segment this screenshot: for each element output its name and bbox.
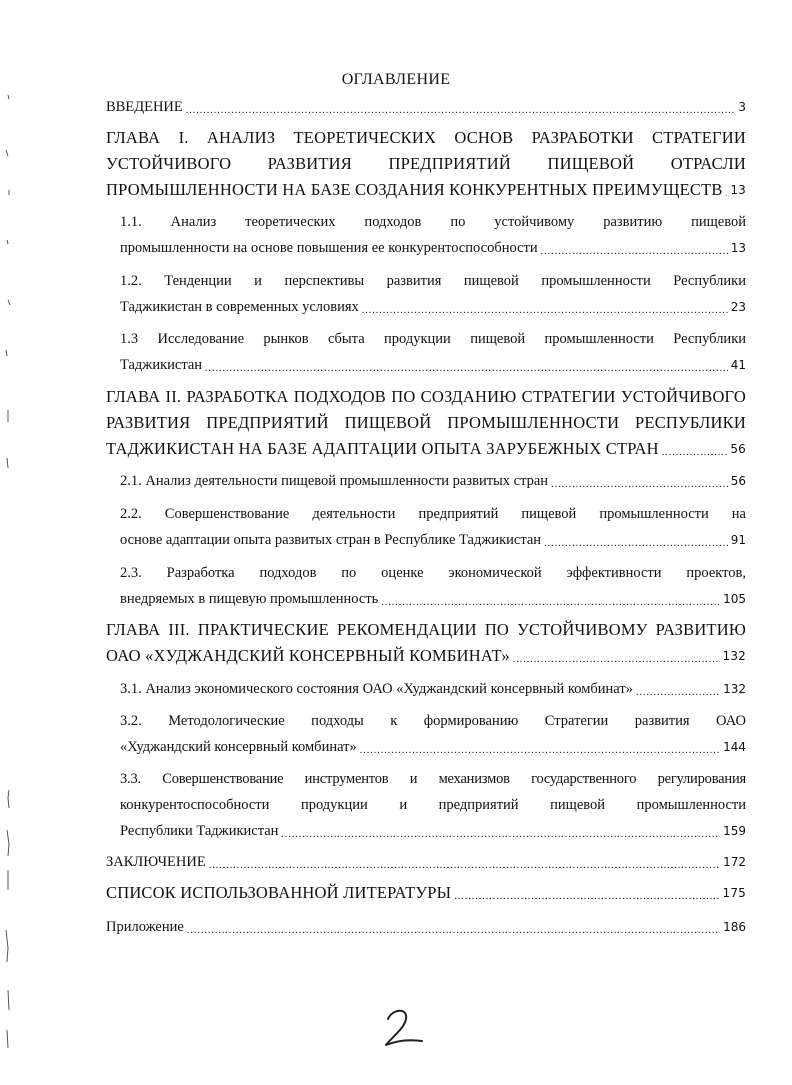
dot-leader	[454, 880, 719, 906]
toc-entry-section-1-1[interactable]	[120, 209, 746, 261]
toc-entry-chapter-1[interactable]	[106, 125, 746, 203]
entry-text-line-2: УСТОЙЧИВОГО РАЗВИТИЯ ПРЕДПРИЯТИЙ ПИЩЕВОЙ ОТРАСЛИ	[106, 154, 746, 173]
entry-text-line-2: Таджикистан	[120, 357, 203, 373]
dot-leader	[381, 586, 720, 612]
toc-title: ОГЛАВЛЕНИЕ	[341, 71, 451, 88]
handwritten-page-number	[378, 1005, 428, 1050]
page-number: 41	[730, 358, 746, 372]
page-number: 91	[730, 533, 746, 547]
entry-text-line-2: конкурентоспособности продукции и предприятий пищевой промышленности	[120, 797, 746, 813]
entry-text-line-1: 1.2. Тенденции и перспективы развития пищевой промышленности Республики	[120, 273, 746, 289]
toc-entry-references[interactable]	[106, 880, 746, 906]
entry-text-line-2: основе адаптации опыта развитых стран в Республике Таджикистан	[120, 532, 542, 548]
page-number: 13	[730, 241, 746, 255]
toc-entry-introduction[interactable]	[106, 94, 746, 120]
toc-entry-chapter-2[interactable]	[106, 384, 746, 462]
entry-text-line-2: ОАО «ХУДЖАНДСКИЙ КОНСЕРВНЫЙ КОМБИНАТ»	[106, 646, 510, 665]
dot-leader	[541, 235, 728, 261]
dot-leader	[726, 177, 728, 203]
dot-leader	[205, 352, 728, 378]
entry-text-line-1: 3.3. Совершенствование инструментов и механизмов государственного регулирования	[120, 771, 746, 787]
entry-text-line-1: ГЛАВА III. ПРАКТИЧЕСКИЕ РЕКОМЕНДАЦИИ ПО УСТОЙЧИВОМУ РАЗВИТИЮ	[106, 620, 746, 639]
entry-text-line-1: ГЛАВА I. АНАЛИЗ ТЕОРЕТИЧЕСКИХ ОСНОВ РАЗРАБОТКИ СТРАТЕГИИ	[106, 128, 746, 147]
toc-entry-appendix[interactable]	[106, 914, 746, 940]
toc-entry-section-3-1[interactable]	[120, 676, 746, 702]
page-number: 172	[723, 855, 746, 869]
entry-text-line-2: «Худжандский консервный комбинат»	[120, 739, 357, 755]
page-number: 56	[730, 474, 746, 488]
dot-leader	[544, 527, 728, 553]
toc-entry-section-2-2[interactable]	[120, 501, 746, 553]
dot-leader	[551, 468, 728, 494]
entry-text: ЗАКЛЮЧЕНИЕ	[106, 854, 206, 870]
page-number: 56	[730, 442, 746, 456]
entry-text-line-1: ГЛАВА II. РАЗРАБОТКА ПОДХОДОВ ПО СОЗДАНИЮ СТРАТЕГИИ УСТОЙЧИВОГО	[106, 387, 746, 406]
entry-text-line-2: промышленности на основе повышения ее конкурентоспособности	[120, 240, 538, 256]
page-number: 105	[723, 592, 746, 606]
toc-entry-conclusion[interactable]	[106, 849, 746, 875]
dot-leader	[187, 914, 720, 940]
entry-text-line-2: Таджикистан в современных условиях	[120, 299, 359, 315]
dot-leader	[281, 818, 720, 844]
entry-text-line-1: 2.1. Анализ деятельности пищевой промышленности развитых стран	[120, 473, 549, 489]
page-number: 175	[722, 886, 746, 900]
entry-text-line-3: ТАДЖИКИСТАН НА БАЗЕ АДАПТАЦИИ ОПЫТА ЗАРУБЕЖНЫХ СТРАН	[106, 439, 659, 458]
toc-entry-section-1-2[interactable]	[120, 268, 746, 320]
entry-text-line-3: Республики Таджикистан	[120, 823, 279, 839]
page-number: 186	[723, 920, 746, 934]
scan-margin-marks	[0, 0, 20, 1085]
page-number: 132	[722, 649, 746, 663]
page-number: 144	[723, 740, 746, 754]
toc-entry-section-3-3[interactable]	[120, 766, 746, 844]
toc-entry-chapter-3[interactable]	[106, 617, 746, 669]
entry-text-line-1: 3.1. Анализ экономического состояния ОАО «Худжандский консервный комбинат»	[120, 681, 633, 697]
entry-text-line-1: 1.3 Исследование рынков сбыта продукции пищевой промышленности Республики	[120, 331, 746, 347]
entry-text-line-3: ПРОМЫШЛЕННОСТИ НА БАЗЕ СОЗДАНИЯ КОНКУРЕНТНЫХ ПРЕИМУЩЕСТВ	[106, 180, 723, 199]
dot-leader	[662, 436, 728, 462]
entry-text-line-1: 3.2. Методологические подходы к формированию Стратегии развития ОАО	[120, 713, 746, 729]
page-number: 159	[723, 824, 746, 838]
toc-entry-section-1-3[interactable]	[120, 326, 746, 378]
entry-text-line-2: внедряемых в пищевую промышленность	[120, 591, 379, 607]
dot-leader	[186, 94, 736, 120]
page-number: 13	[730, 183, 746, 197]
toc-entry-section-2-1[interactable]	[120, 468, 746, 494]
dot-leader	[209, 849, 720, 875]
page-number: 3	[738, 100, 746, 114]
entry-text: ВВЕДЕНИЕ	[106, 99, 183, 115]
entry-text-line-2: РАЗВИТИЯ ПРЕДПРИЯТИЙ ПИЩЕВОЙ ПРОМЫШЛЕННОСТИ РЕСПУБЛИКИ	[106, 413, 746, 432]
dot-leader	[513, 643, 720, 669]
entry-text: СПИСОК ИСПОЛЬЗОВАННОЙ ЛИТЕРАТУРЫ	[106, 883, 452, 902]
entry-text: Приложение	[106, 919, 184, 935]
entry-text-line-1: 2.3. Разработка подходов по оценке экономической эффективности проектов,	[120, 565, 746, 581]
dot-leader	[636, 676, 720, 702]
toc-entry-section-3-2[interactable]	[120, 708, 746, 760]
page-number: 23	[730, 300, 746, 314]
entry-text-line-1: 1.1. Анализ теоретических подходов по устойчивому развитию пищевой	[120, 214, 746, 230]
page-number: 132	[723, 682, 746, 696]
dot-leader	[360, 734, 720, 760]
toc-entry-section-2-3[interactable]	[120, 560, 746, 612]
dot-leader	[362, 294, 728, 320]
entry-text-line-1: 2.2. Совершенствование деятельности предприятий пищевой промышленности на	[120, 506, 746, 522]
